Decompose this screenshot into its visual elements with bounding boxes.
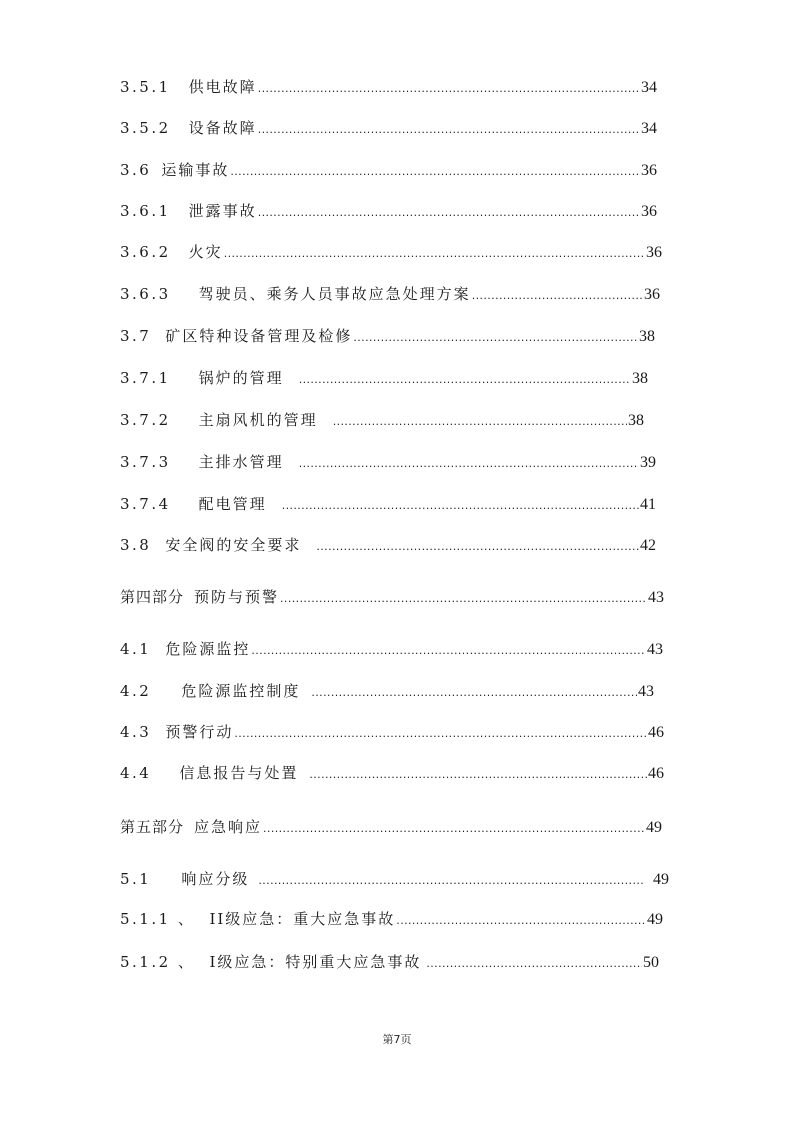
toc-leader-dots: [309, 763, 647, 787]
toc-entry-title: 预警行动: [165, 723, 234, 741]
toc-leader-dots: [333, 410, 627, 434]
toc-entry[interactable]: [120, 637, 663, 661]
toc-leader-dots: [311, 681, 637, 705]
toc-entry-number: 第五部分: [120, 818, 185, 836]
toc-entry-title: 运输事故: [161, 161, 230, 179]
toc-entry-number: 4.3: [120, 723, 152, 741]
toc-leader-dots: [396, 909, 646, 933]
toc-entry-page: 38: [628, 412, 644, 429]
toc-entry-number: 3.7.1: [120, 369, 171, 387]
toc-entry-title: 安全阀的安全要求: [165, 536, 302, 554]
toc-leader-dots: [282, 494, 639, 518]
toc-entry-title: 应急响应: [194, 818, 263, 836]
toc-entry[interactable]: [120, 907, 663, 931]
toc-entry-page: 46: [648, 765, 664, 782]
toc-entry-number: 3.7.2: [120, 411, 171, 429]
toc-entry[interactable]: [120, 324, 655, 348]
toc-entry-title: 主扇风机的管理: [198, 411, 318, 429]
toc-entry[interactable]: [120, 75, 657, 99]
toc-entry[interactable]: [120, 366, 648, 390]
toc-entry-page: 43: [648, 589, 664, 606]
toc-entry-page: 36: [641, 203, 657, 220]
toc-entry[interactable]: [120, 679, 654, 703]
toc-entry[interactable]: [120, 450, 656, 474]
toc-entry-title: 泄露事故: [188, 202, 257, 220]
toc-entry[interactable]: [120, 116, 657, 140]
toc-leader-dots: [263, 817, 645, 841]
toc-entry-title: 矿区特种设备管理及检修: [165, 327, 353, 345]
toc-entry-page: 38: [632, 370, 648, 387]
toc-leader-dots: [316, 535, 639, 559]
toc-entry[interactable]: [120, 950, 659, 974]
toc-entry-number: 3.5.2: [120, 119, 171, 137]
toc-entry[interactable]: [120, 240, 662, 264]
toc-entry-title: 驾驶员、乘务人员事故应急处理方案: [198, 285, 471, 303]
toc-leader-dots: [472, 284, 643, 308]
toc-entry[interactable]: [120, 815, 662, 839]
toc-entry-page: 49: [647, 911, 663, 928]
toc-entry-page: 34: [641, 79, 657, 96]
toc-leader-dots: [280, 587, 647, 611]
toc-leader-dots: [299, 368, 631, 392]
toc-entry-number: 3.8: [120, 536, 152, 554]
toc-entry-page: 36: [646, 244, 662, 261]
toc-entry-title: 危险源监控: [165, 640, 251, 658]
toc-leader-dots: [353, 326, 638, 350]
toc-leader-dots: [299, 452, 639, 476]
toc-leader-dots: [426, 952, 642, 976]
toc-entry-title: 响应分级: [181, 870, 250, 888]
toc-entry-page: 39: [640, 454, 656, 471]
toc-leader-dots: [258, 869, 644, 893]
toc-entry-number: 4.4: [120, 764, 152, 782]
toc-entry-page: 46: [648, 724, 664, 741]
toc-entry-page: 38: [639, 328, 655, 345]
toc-entry-page: 49: [653, 871, 669, 888]
toc-leader-dots: [258, 118, 640, 142]
toc-entry-number: 5.1: [120, 870, 152, 888]
toc-entry-page: 42: [640, 537, 656, 554]
toc-entry-title: 供电故障: [188, 78, 257, 96]
toc-entry-title: 预防与预警: [194, 588, 280, 606]
toc-leader-dots: [258, 77, 640, 101]
toc-entry[interactable]: [120, 720, 664, 744]
toc-leader-dots: [234, 722, 647, 746]
toc-entry-page: 36: [644, 286, 660, 303]
toc-entry-title: 配电管理: [198, 495, 267, 513]
toc-entry-number: 3.5.1: [120, 78, 171, 96]
toc-leader-dots: [258, 201, 640, 225]
toc-entry-page: 50: [643, 954, 659, 971]
toc-entry-number: 4.2: [120, 682, 152, 700]
toc-entry[interactable]: [120, 533, 656, 557]
toc-entry[interactable]: [120, 408, 644, 432]
toc-entry-number: 3.6: [120, 161, 152, 179]
toc-entry-number: 3.7.3: [120, 453, 171, 471]
toc-entry-number: 第四部分: [120, 588, 185, 606]
toc-entry[interactable]: [120, 158, 657, 182]
toc-entry-number: 3.6.3: [120, 285, 171, 303]
toc-entry-page: 34: [641, 120, 657, 137]
toc-entry[interactable]: [120, 492, 656, 516]
toc-entry-title: 危险源监控制度: [181, 682, 301, 700]
toc-entry[interactable]: [120, 199, 657, 223]
toc-entry-title: 锅炉的管理: [198, 369, 284, 387]
toc-entry-number: 5.1.1 、: [120, 910, 196, 928]
toc-entry-page: 43: [647, 641, 663, 658]
toc-entry-page: 49: [646, 819, 662, 836]
toc-entry-title: 主排水管理: [198, 453, 284, 471]
toc-entry-title: 信息报告与处置: [179, 764, 299, 782]
toc-entry[interactable]: [120, 585, 664, 609]
toc-entry-number: 3.7.4: [120, 495, 171, 513]
toc-entry-title: I级应急：特别重大应急事故: [209, 953, 422, 971]
toc-entry-number: 4.1: [120, 640, 152, 658]
toc-entry-title: II级应急：重大应急事故: [209, 910, 396, 928]
toc-entry-title: 火灾: [188, 243, 223, 261]
toc-entry-page: 43: [638, 683, 654, 700]
toc-entry[interactable]: [120, 867, 669, 891]
toc-entry-title: 设备故障: [188, 119, 257, 137]
toc-leader-dots: [224, 242, 645, 266]
toc-entry-page: 36: [641, 162, 657, 179]
toc-entry[interactable]: [120, 282, 660, 306]
toc-entry-page: 41: [640, 496, 656, 513]
toc-entry-number: 5.1.2 、: [120, 953, 196, 971]
toc-leader-dots: [230, 160, 640, 184]
page-number-footer: 第7页: [382, 1033, 412, 1046]
toc-entry[interactable]: [120, 761, 664, 785]
toc-entry-number: 3.6.2: [120, 243, 171, 261]
toc-leader-dots: [251, 639, 646, 663]
toc-entry-number: 3.7: [120, 327, 152, 345]
toc-entry-number: 3.6.1: [120, 202, 171, 220]
